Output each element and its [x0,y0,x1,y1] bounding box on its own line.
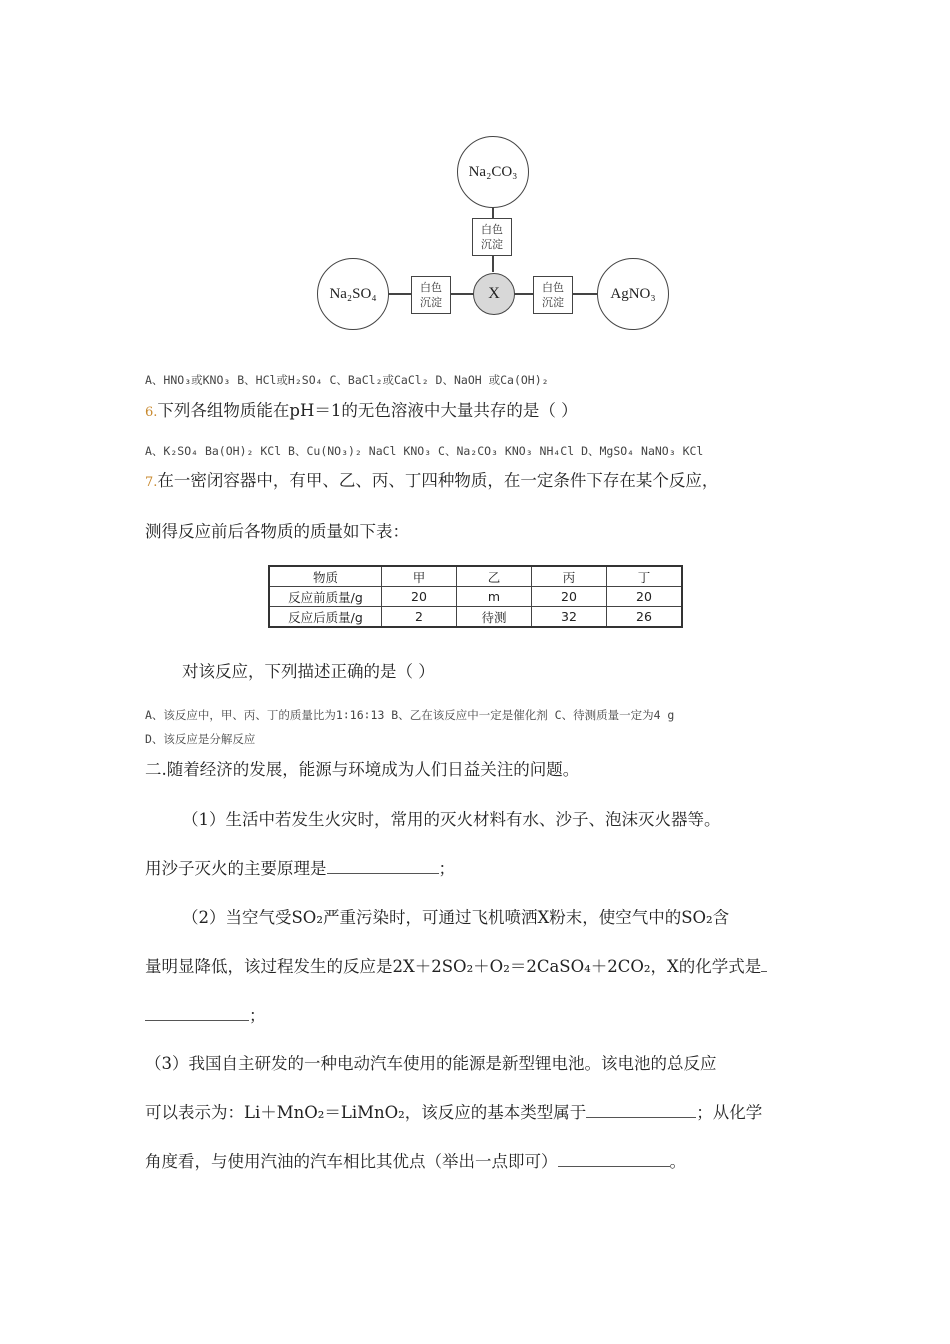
table-header-cell: 甲 [382,566,457,587]
answer-blank-3[interactable] [586,1103,696,1118]
table-cell: 反应后质量/g [269,607,382,628]
q6-options: A、K₂SO₄ Ba(OH)₂ KCl B、Cu(NO₃)₂ NaCl KNO₃ C、Na₂CO₃ KNO₃ NH₄Cl D、MgSO₄ NaNO₃ KCl [145,444,704,458]
q7-stem-line2: 测得反应前后各物质的质量如下表： [145,522,409,541]
table-cell: 20 [607,587,683,607]
table-row [269,587,682,607]
p3-line2 [145,1099,762,1123]
node-na2so4: Na₂SO₄ [317,258,389,330]
p1-line2-text: 用沙子灭火的主要原理是 [145,859,327,878]
table-header-cell: 乙 [457,566,532,587]
precipitate-box-left: 白色 沉淀 [411,276,451,314]
p1-line1: （1）生活中若发生火灾时，常用的灭火材料有水、沙子、泡沫灭火器等。 [182,810,721,829]
p3-line2-text: 可以表示为：Li＋MnO₂＝LiMnO₂，该反应的基本类型属于 [145,1103,587,1122]
table-header-cell: 丁 [607,566,683,587]
table-cell: 26 [607,607,683,628]
precipitate-box-right: 白色 沉淀 [533,276,573,314]
q7-options-line2: D、该反应是分解反应 [145,732,256,746]
q6-number: 6. [145,405,158,420]
section2-title: 二.随着经济的发展，能源与环境成为人们日益关注的问题。 [145,760,580,779]
q5-options: A、HNO₃或KNO₃ B、HCl或H₂SO₄ C、BaCl₂或CaCl₂ D、NaOH 或Ca(OH)₂ [145,373,549,387]
p3-line3-text: 角度看，与使用汽油的汽车相比其优点（举出一点即可） [145,1152,558,1171]
reaction-diagram [305,130,675,340]
q6-text: 下列各组物质能在pH＝1的无色溶液中大量共存的是（ ） [157,401,578,420]
table-cell: 32 [532,607,607,628]
table-header-cell: 物质 [269,566,382,587]
p3-line2-tail: ；从化学 [696,1103,763,1122]
precipitate-box-top: 白色 沉淀 [472,218,512,256]
table-header-cell: 丙 [532,566,607,587]
table-cell: 2 [382,607,457,628]
table-cell: 20 [382,587,457,607]
p2-line1: （2）当空气受SO₂严重污染时，可通过飞机喷洒X粉末，使空气中的SO₂含 [182,908,730,927]
q7-stem-line1 [145,467,718,491]
p3-line3 [145,1148,686,1172]
mass-table [268,565,683,628]
node-agno3: AgNO₃ [597,258,669,330]
table-cell: m [457,587,532,607]
q7-question: 对该反应，下列描述正确的是（ ） [182,662,435,681]
node-x: X [473,273,515,315]
q7-line1-text: 在一密闭容器中，有甲、乙、丙、丁四种物质，在一定条件下存在某个反应， [157,471,719,490]
q7-options-line1: A、该反应中，甲、丙、丁的质量比为1∶16∶13 B、乙在该反应中一定是催化剂 C、待测质量一定为4 g [145,708,675,722]
p2-line2-text: 量明显降低，该过程发生的反应是2X＋2SO₂＋O₂＝2CaSO₄＋2CO₂，X的化学式是 [145,957,762,976]
answer-blank-4[interactable] [558,1152,670,1167]
table-cell: 待测 [457,607,532,628]
p2-line3 [145,1002,266,1026]
table-cell: 20 [532,587,607,607]
p2-line2 [145,953,767,977]
answer-blank-2-start[interactable] [761,957,767,972]
q7-number: 7. [145,475,158,490]
p2-end: ； [249,1006,266,1025]
p1-line2 [145,855,455,879]
node-na2co3: Na₂CO₃ [457,136,529,208]
answer-blank-2[interactable] [145,1006,249,1021]
table-header-row [269,566,682,587]
answer-blank-1[interactable] [327,859,439,874]
q6-stem [145,397,578,421]
p3-end: 。 [669,1152,686,1171]
table-row [269,607,682,628]
p1-end: ； [438,859,455,878]
table-cell: 反应前质量/g [269,587,382,607]
p3-line1: （3）我国自主研发的一种电动汽车使用的能源是新型锂电池。该电池的总反应 [145,1054,717,1073]
